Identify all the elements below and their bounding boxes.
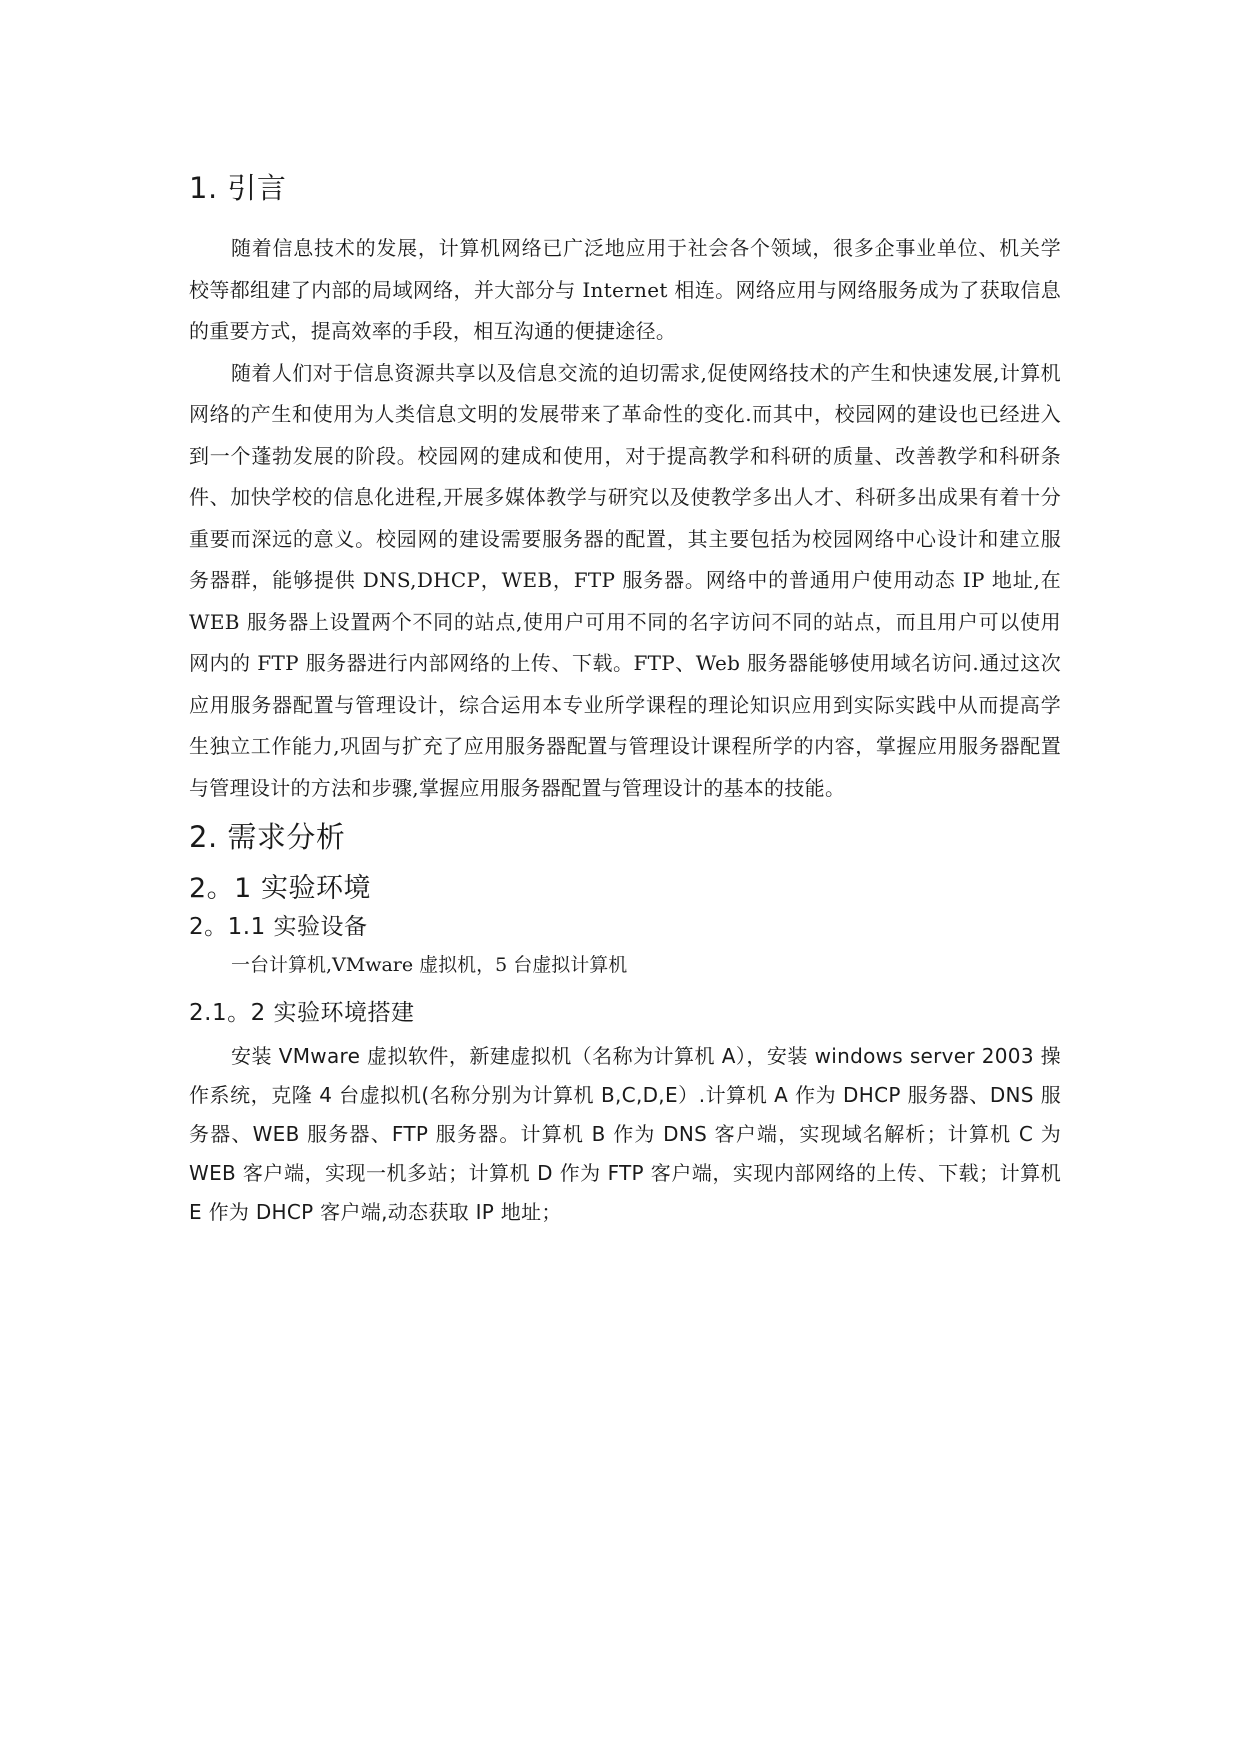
intro-paragraph-2: 随着人们对于信息资源共享以及信息交流的迫切需求,促使网络技术的产生和快速发展,计算机网络的产生和使用为人类信息文明的发展带来了革命性的变化.而其中，校园网的建设也已经进入到一个蓬勃发展的阶段。校园网的建成和使用，对于提高教学和科研的质量、改善教学和科研条件、加快学校的信息化进程,开展多媒体教学与研究以及使教学多出人才、科研多出成果有着十分重要而深远的意义。校园网的建设需要服务器的配置，其主要包括为校园网络中心设计和建立服务器群，能够提供 DNS,DHCP，WEB，FTP 服务器。网络中的普通用户使用动态 IP 地址,在 WEB 服务器上设置两个不同的站点,使用户可用不同的名字访问不同的站点，而且用户可以使用网内的 FTP 服务器进行内部网络的上传、下载。FTP、Web 服务器能够使用域名访问.通过这次应用服务器配置与管理设计，综合运用本专业所学课程的理论知识应用到实际实践中从而提高学生独立工作能力,巩固与扩充了应用服务器配置与管理设计课程所学的内容，掌握应用服务器配置与管理设计的方法和步骤,掌握应用服务器配置与管理设计的基本的技能。 <box>189 360 1061 800</box>
subsubsection-heading-equipment: 2。1.1 实验设备 <box>189 914 368 940</box>
document-body <box>189 168 1061 1232</box>
intro-paragraph-1: 随着信息技术的发展，计算机网络已广泛地应用于社会各个领域，很多企事业单位、机关学校等都组建了内部的局域网络，并大部分与 Internet 相连。网络应用与网络服务成为了获取信息的重要方式，提高效率的手段，相互沟通的便捷途径。 <box>189 236 1061 343</box>
subsection-heading-environment: 2。1 实验环境 <box>189 873 371 904</box>
subsubsection-heading-setup: 2.1。2 实验环境搭建 <box>189 1000 415 1026</box>
equipment-text: 一台计算机,VMware 虚拟机，5 台虚拟计算机 <box>231 954 628 976</box>
setup-paragraph: 安装 VMware 虚拟软件，新建虚拟机（名称为计算机 A），安装 windows server 2003 操作系统，克隆 4 台虚拟机(名称分别为计算机 B,C,D,E）.计算机 A 作为 DHCP 服务器、DNS 服务器、WEB 服务器、FTP 服务器。计算机 B 作为 DNS 客户端，实现域名解析；计算机 C 为 WEB 客户端，实现一机多站；计算机 D 作为 FTP 客户端，实现内部网络的上传、下载；计算机 E 作为 DHCP 客户端,动态获取 IP 地址； <box>189 1044 1061 1224</box>
section-heading-requirements: 2. 需求分析 <box>189 820 346 854</box>
section-heading-intro: 1. 引言 <box>189 171 287 205</box>
